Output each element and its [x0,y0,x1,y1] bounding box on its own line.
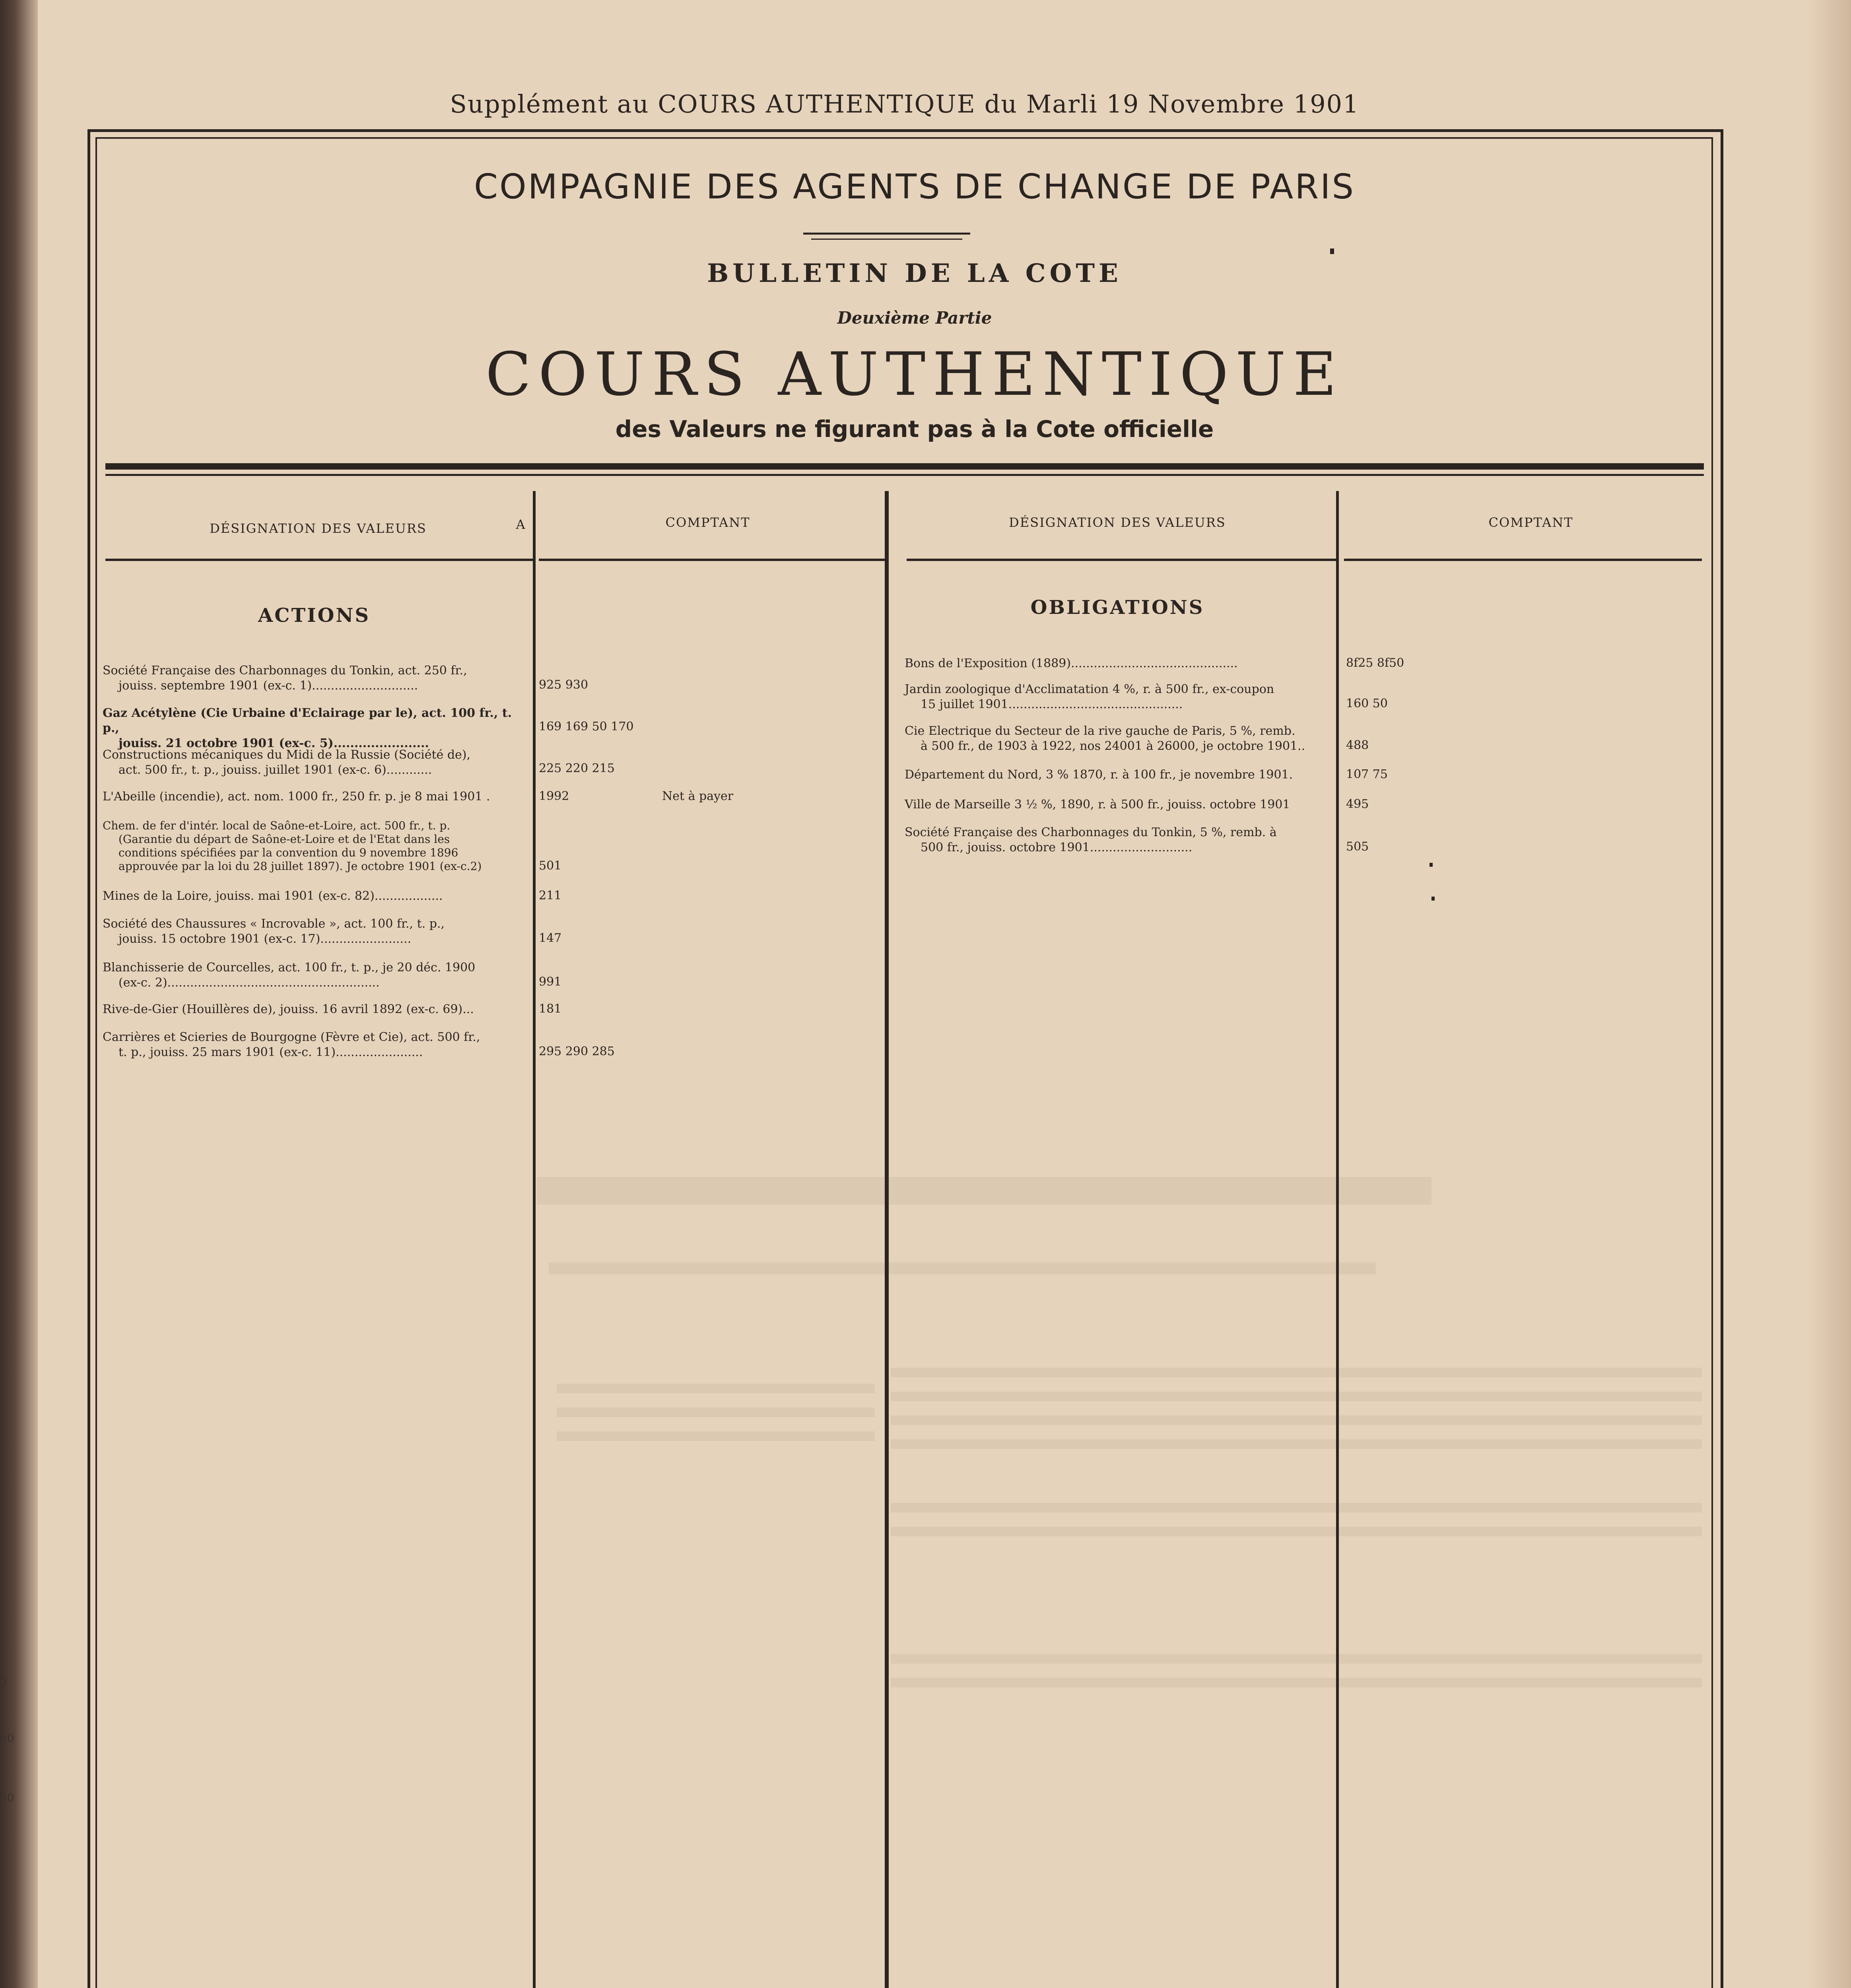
header-underline [907,559,1336,561]
inner-frame [95,137,1713,1988]
show-through [891,1392,1702,1401]
show-through [891,1678,1702,1687]
ink-mark [1430,863,1433,867]
header-underline [539,559,885,561]
price: 169 169 50 170 [539,720,634,734]
price: 211 [539,889,562,903]
show-through [891,1415,1702,1425]
show-through [557,1431,875,1441]
section-obligations: OBLIGATIONS [1030,596,1204,619]
list-item: Ville de Marseille 3 ½ %, 1890, r. à 500 fr., jouiss. octobre 1901 [905,798,1290,812]
list-item: Blanchisserie de Courcelles, act. 100 fr., t. p., je 20 déc. 1900 (ex-c. 2)........................................................ [103,961,476,990]
header-designation: DÉSIGNATION DES VALEURS [210,521,427,536]
show-through [891,1439,1702,1449]
column-divider [533,491,536,1988]
header-rule [105,474,1704,476]
header-designation: DÉSIGNATION DES VALEURS [1009,515,1226,530]
show-through [891,1527,1702,1536]
margin-number: 50 [0,1791,14,1804]
price: 488 [1346,738,1369,752]
show-through [537,1177,1431,1205]
bulletin-title: BULLETIN DE LA COTE [707,258,1122,288]
price: 8f25 8f50 [1346,656,1404,670]
show-through [891,1368,1702,1377]
ink-mark [1330,248,1334,254]
price: 991 [539,975,562,989]
header-comptant: COMPTANT [1488,515,1573,530]
list-item: Département du Nord, 3 % 1870, r. à 100 fr., je novembre 1901. [905,768,1293,782]
list-item: Société Française des Charbonnages du Tonkin, act. 250 fr., jouiss. septembre 1901 (ex-c. 1)............................ [103,664,467,693]
page-edge [1807,0,1851,1988]
list-item: Constructions mécaniques du Midi de la Russie (Société de), act. 500 fr., t. p., jouiss. juillet 1901 (ex-c. 6)............ [103,748,471,777]
list-item: Carrières et Scieries de Bourgogne (Fèvre et Cie), act. 500 fr., t. p., jouiss. 25 mars 1901 (ex-c. 11)....................... [103,1030,480,1059]
divider [811,239,962,240]
header-underline [105,559,533,561]
show-through [891,1503,1702,1512]
price: 181 [539,1002,562,1016]
show-through [557,1408,875,1417]
list-item: Bons de l'Exposition (1889)............................................ [905,656,1238,670]
list-item: Chem. de fer d'intér. local de Saône-et-Loire, act. 500 fr., t. p. (Garantie du départ de Saône-et-Loire et de l'Etat dans les conditions spécifiées par la convention du 9 novembre 1896 approuvée par la loi du 28 juillet 1897). Je octobre 1901 (ex-c.2) [103,819,482,873]
section-actions: ACTIONS [258,604,370,627]
company-title: COMPAGNIE DES AGENTS DE CHANGE DE PARIS [474,167,1356,207]
margin-number: 50 [0,1732,14,1745]
list-item: Mines de la Loire, jouiss. mai 1901 (ex-c. 82).................. [103,889,443,903]
price: 505 [1346,840,1369,854]
price: 495 [1346,797,1369,811]
price: 147 [539,931,562,945]
price: 1992 [539,789,569,803]
column-divider [1336,491,1339,1988]
subtitle: des Valeurs ne figurant pas à la Cote officielle [615,415,1214,443]
list-item: Rive-de-Gier (Houillères de), jouiss. 16 avril 1892 (ex-c. 69)... [103,1002,474,1016]
book-binding [0,0,38,1988]
divider [803,233,970,235]
price: 225 220 215 [539,761,615,775]
header-rule [105,463,1704,470]
list-item: Jardin zoologique d'Acclimatation 4 %, r. à 500 fr., ex-coupon 15 juillet 1901.............................................. [905,682,1274,711]
list-item: Société Française des Charbonnages du Tonkin, 5 %, remb. à 500 fr., jouiss. octobre 1901........................... [905,825,1277,854]
list-item: Gaz Acétylène (Cie Urbaine d'Eclairage par le), act. 100 fr., t. p., jouiss. 21 octobre 1901 (ex-c. 5)....................... [103,706,512,750]
header-comptant: COMPTANT [665,515,750,530]
show-through [891,1654,1702,1664]
price: 295 290 285 [539,1044,615,1058]
show-through [557,1384,875,1393]
price: 501 [539,859,562,873]
price: 925 930 [539,678,589,692]
list-item: L'Abeille (incendie), act. nom. 1000 fr., 250 fr. p. je 8 mai 1901 . [103,790,490,804]
main-title: COURS AUTHENTIQUE [485,340,1344,409]
price-note: Net à payer [662,789,734,803]
header-marker: A [516,517,526,532]
partie-label: Deuxième Partie [837,308,992,328]
list-item: Société des Chaussures « Incrovable », act. 100 fr., t. p., jouiss. 15 octobre 1901 (ex-c. 17)........................ [103,917,445,946]
show-through [549,1262,1376,1274]
margin-number: 0 [0,1676,7,1689]
list-item: Cie Electrique du Secteur de la rive gauche de Paris, 5 %, remb. à 500 fr., de 1903 à 1922, nos 24001 à 26000, je octobre 1901.. [905,724,1305,753]
ink-mark [1431,897,1435,901]
header-underline [1344,559,1702,561]
supplement-line: Supplément au COURS AUTHENTIQUE du Marli 19 Novembre 1901 [450,89,1360,118]
price: 160 50 [1346,697,1388,711]
price: 107 75 [1346,767,1388,781]
column-divider [885,491,889,1988]
